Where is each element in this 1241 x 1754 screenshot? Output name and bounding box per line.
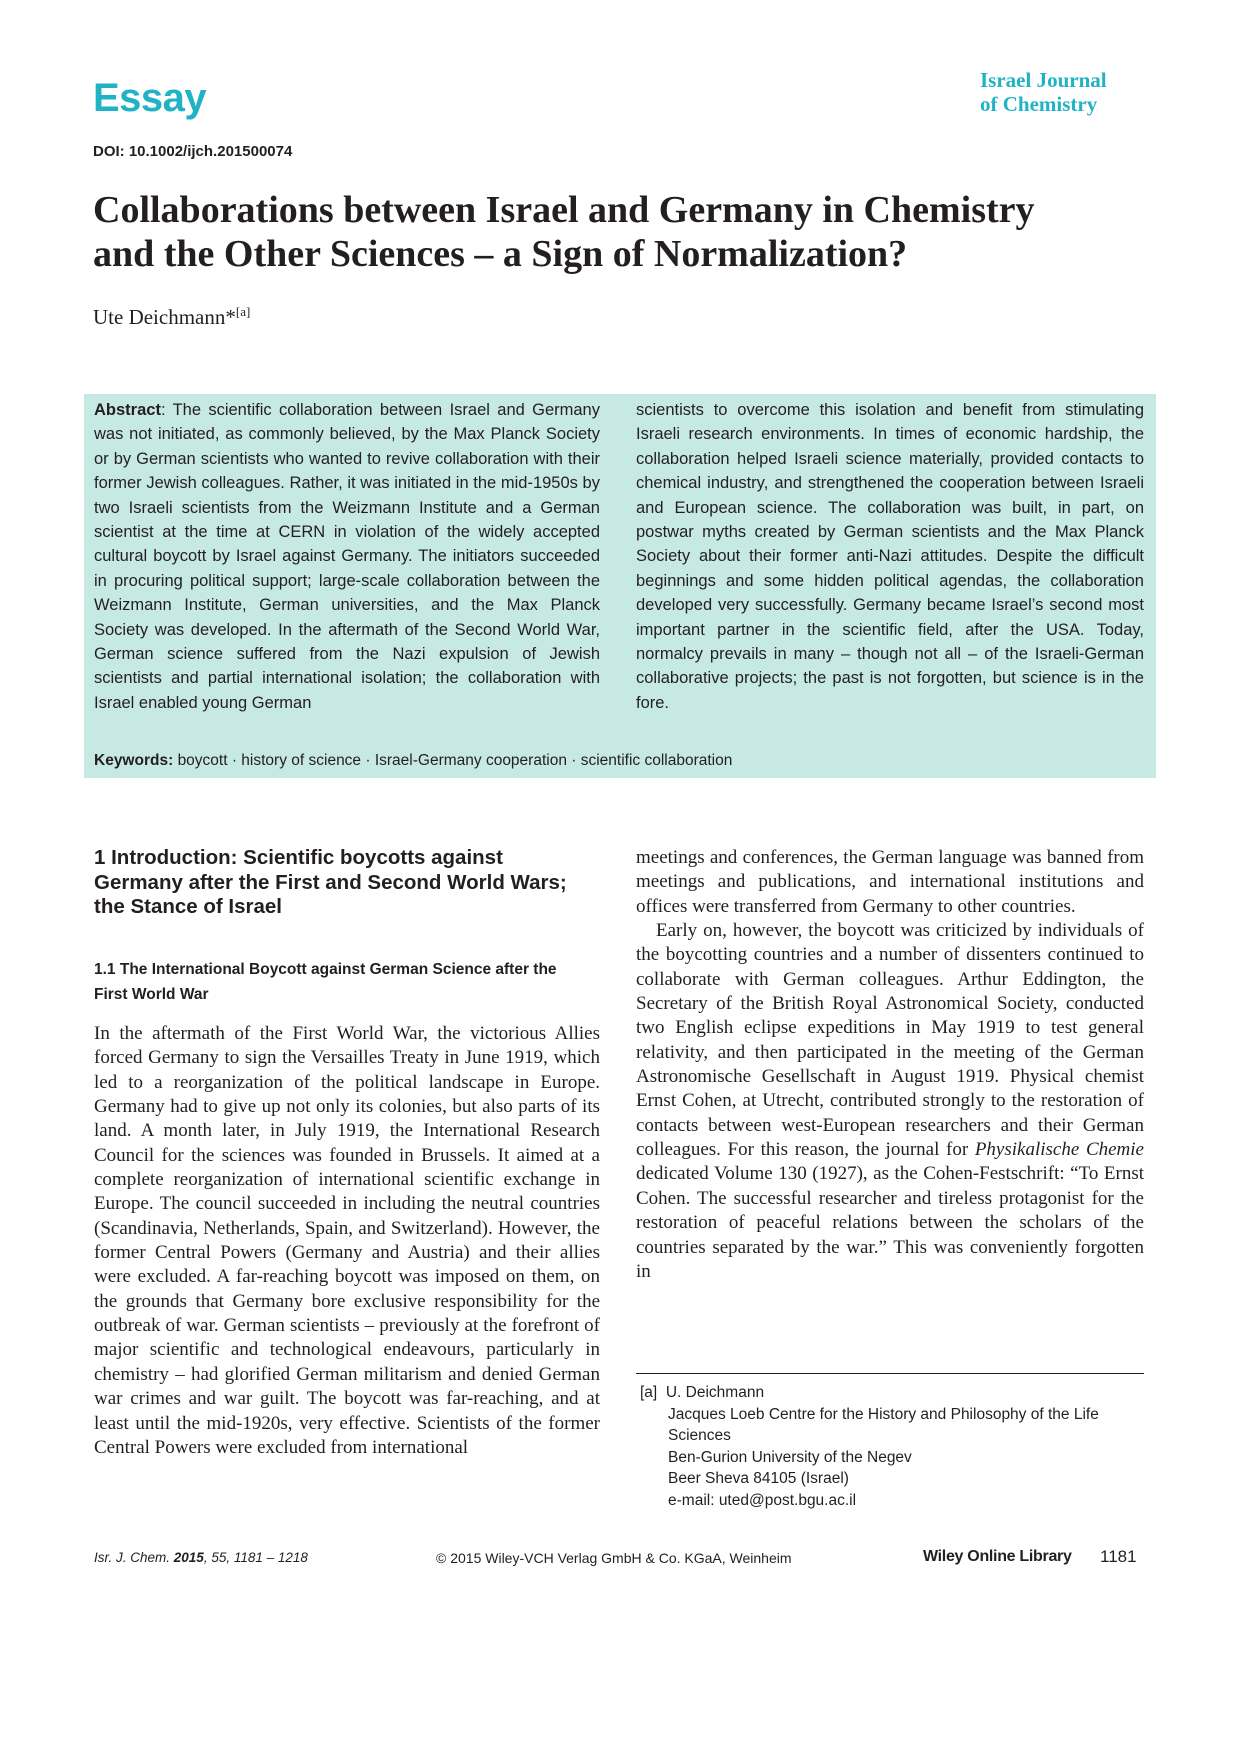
abstract-label: Abstract (94, 401, 161, 419)
section-heading (94, 846, 614, 920)
body-paragraph-2-part1: Early on, however, the boycott was criticized by individuals of the boycotting countries and a number of dissenters continued to collaborate with German colleagues. Arthur Eddington, the Secretary of the British Royal Astronomical Society, conducted two English eclipse expeditions in May 1919 to test general relativity, and then participated in the meeting of the German Astronomische Gesellschaft in August 1919. Physical chemist Ernst Cohen, at Utrecht, contributed strongly to the restoration of contacts between west-European researchers and their German colleagues. For this reason, the journal for (636, 920, 1144, 1161)
body-paragraph-1: meetings and conferences, the German language was banned from meetings and publications, and international institutions and offices were transferred from Germany to other countries. (636, 847, 1144, 917)
keywords-text: boycott · history of science · Israel-Germany cooperation · scientific collaboration (177, 752, 733, 769)
journal-title-italic: Physikalische Chemie (974, 1139, 1144, 1161)
wiley-online-library-logo[interactable]: Wiley Online Library (923, 1548, 1072, 1565)
abstract-column-2: scientists to overcome this isolation and benefit from stimulating Israeli research environments. In times of economic hardship, the collaboration helped Israeli science materially, provided contacts to chemical industry, and strengthened the cooperation between Israeli and European science. The collaboration was built, in part, on postwar myths created by German scientists and the Max Planck Society about their former anti-Nazi attitudes. Despite the difficult beginnings and some hidden political agendas, the collaboration developed very successfully. Germany became Israel’s second most important partner in the scientific field, after the USA. Today, normalcy prevails in many – though not all – of the Israeli-German collaborative projects; the past is not forgotten, but science is in the fore. (636, 401, 1144, 712)
body-paragraph-2-part2: dedicated Volume 130 (1927), as the Cohen-Festschrift: “To Ernst Cohen. The successful researcher and tireless protagonist for the restoration of peaceful relations between the scholars of the countries separated by the war.” This was conveniently forgotten in (636, 1163, 1144, 1282)
title-line-1: Collaborations between Israel and Germany in Chemistry (93, 189, 1035, 231)
body-column-1: In the aftermath of the First World War, the victorious Allies forced Germany to sign the Versailles Treaty in June 1919, which led to a reorganization of the political landscape in Europe. Germany had to give up not only its colonies, but also parts of its land. A month later, in July 1919, the International Research Council for the sciences was founded in Brussels. It aimed at a complete reorganization of international scientific exchange in Europe. The council succeeded in including the neutral countries (Scandinavia, Netherlands, Spain, and Switzerland). However, the former Central Powers (Germany and Austria) and their allies were excluded. A far-reaching boycott was imposed on them, on the grounds that Germany bore exclusive responsibility for the outbreak of war. German scientists – previously at the forefront of major scientific and technological endeavours, particularly in chemistry – had glorified German militarism and denied German war crimes and war guilt. The boycott was far-reaching, and at least until the mid-1920s, very effective. Scientists of the former Central Powers were excluded from international (94, 1023, 600, 1458)
author-affiliation-mark[interactable]: [a] (235, 304, 251, 319)
footnote-name: U. Deichmann (665, 1384, 765, 1401)
doi[interactable]: DOI: 10.1002/ijch.201500074 (93, 143, 293, 160)
keywords-label: Keywords: (94, 752, 174, 769)
abstract-column-1 (94, 398, 600, 715)
footnote-line-2: Sciences (668, 1427, 731, 1444)
subsection-heading-line-2: First World War (94, 985, 209, 1003)
title-line-2: and the Other Sciences – a Sign of Normalization? (93, 233, 908, 275)
section-heading-line-2: Germany after the First and Second World Wars; (94, 870, 567, 894)
journal-name-line1: Israel Journal (980, 68, 1107, 92)
footnote-line-4: Beer Sheva 84105 (Israel) (668, 1470, 849, 1487)
author (93, 304, 250, 330)
section-heading-line-1: 1 Introduction: Scientific boycotts against (94, 846, 503, 869)
journal-name-line2: of Chemistry (980, 92, 1098, 116)
footnote (640, 1382, 1150, 1511)
citation-year: 2015 (173, 1550, 204, 1565)
footnote-divider (636, 1373, 1144, 1374)
subsection-heading-line-1: 1.1 The International Boycott against German Science after the (94, 961, 557, 978)
article-title (93, 188, 1153, 276)
body-paragraph-2 (636, 919, 1144, 1284)
footnote-email[interactable]: e-mail: uted@post.bgu.ac.il (668, 1491, 857, 1509)
keywords (94, 752, 732, 770)
abstract-text-1: : The scientific collaboration between Israel and Germany was not initiated, as commonly believed, by the Max Planck Society or by German scientists who wanted to revive collaboration with their former Jewish colleagues. Rather, it was initiated in the mid-1950s by two Israeli scientists from the Weizmann Institute and a German scientist at the time at CERN in violation of the widely accepted cultural boycott by Israel against Germany. The initiators succeeded in procuring political support; large-scale collaboration between the Weizmann Institute, German universities, and the Max Planck Society was developed. In the aftermath of the Second World War, German science suffered from the Nazi expulsion of Jewish scientists and partial international isolation; the collaboration with Israel enabled young German (94, 401, 600, 712)
citation-suffix: , 55, 1181 – 1218 (203, 1550, 308, 1565)
footer-citation (94, 1550, 308, 1565)
journal-name[interactable] (980, 68, 1150, 116)
footer-copyright: © 2015 Wiley-VCH Verlag GmbH & Co. KGaA, Weinheim (436, 1550, 792, 1566)
footnote-mark: [a] (640, 1384, 658, 1401)
page-number: 1181 (1100, 1547, 1137, 1566)
footnote-line-1: Jacques Loeb Centre for the History and Philosophy of the Life (668, 1405, 1099, 1423)
section-label: Essay (93, 76, 207, 120)
footnote-line-3: Ben-Gurion University of the Negev (668, 1448, 912, 1466)
footnote-first-line (640, 1382, 1150, 1404)
citation-prefix: Isr. J. Chem. (94, 1550, 174, 1565)
body-column-2 (636, 846, 1144, 1284)
author-name: Ute Deichmann* (93, 305, 236, 329)
subsection-heading (94, 958, 614, 1007)
section-heading-line-3: the Stance of Israel (94, 895, 282, 918)
